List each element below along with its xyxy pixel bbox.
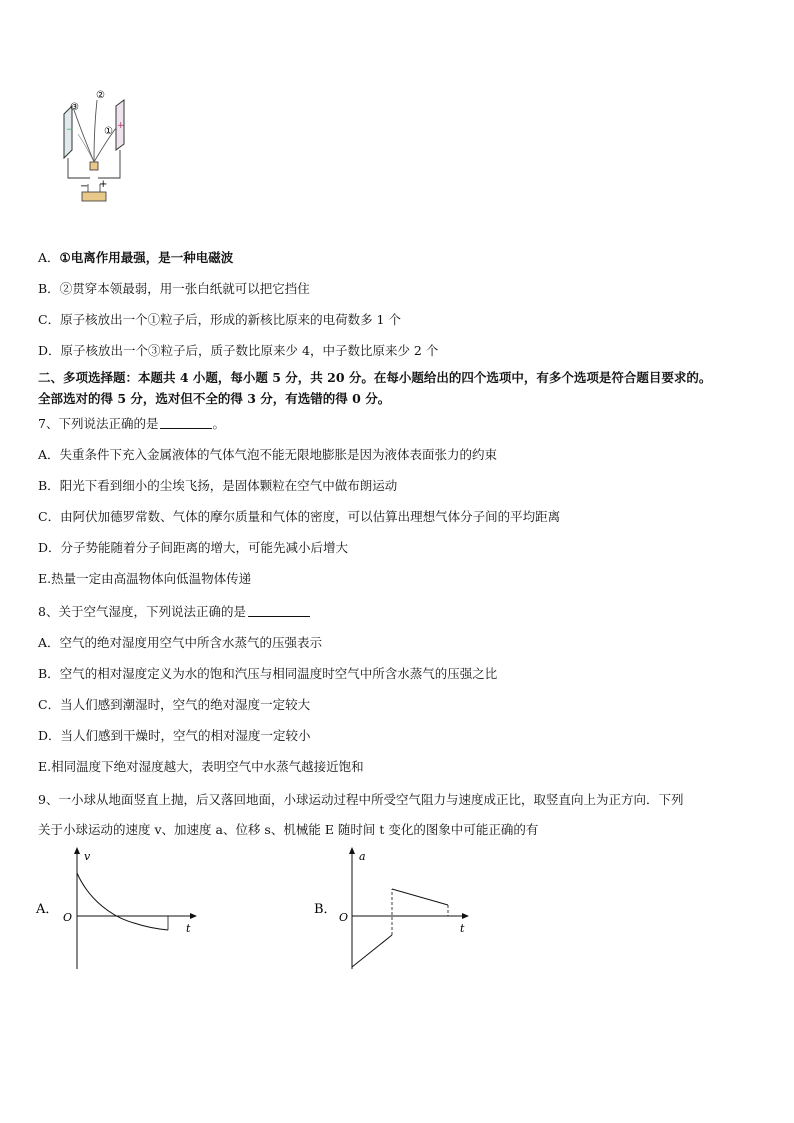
graph-a-option-label: A． xyxy=(36,902,59,917)
battery-minus-sign: − xyxy=(80,181,89,192)
section2-heading-line2: 全部选对的得 5 分，选对但不全的得 3 分，有选错的得 0 分。 xyxy=(38,391,391,406)
ray-label-2: ② xyxy=(96,90,105,101)
q8-option-c: C．当人们感到潮湿时，空气的绝对湿度一定较大 xyxy=(38,697,311,712)
q7-option-b: B．阳光下看到细小的尘埃飞扬，是固体颗粒在空气中做布朗运动 xyxy=(38,478,398,493)
graph-a-y-axis-label: v xyxy=(84,850,91,863)
graph-a-curve xyxy=(77,873,168,930)
graph-a-velocity-time xyxy=(34,845,204,973)
q9-stem-line2: 关于小球运动的速度 v、加速度 a、位移 s、机械能 E 随时间 t 变化的图象中可能正确的有 xyxy=(38,822,539,837)
radiation-deflection-figure xyxy=(52,88,142,206)
q6-option-c: C．原子核放出一个①粒子后，形成的新核比原来的电荷数多 1 个 xyxy=(38,312,401,327)
q7-stem: 7、下列说法正确的是 。 xyxy=(38,416,225,431)
q8-answer-blank xyxy=(248,604,310,617)
q7-option-d: D．分子势能随着分子间距离的增大，可能先减小后增大 xyxy=(38,540,349,555)
q7-option-a: A．失重条件下充入金属液体的气体气泡不能无限地膨胀是因为液体表面张力的约束 xyxy=(38,447,498,462)
ray-label-1: ① xyxy=(104,126,113,137)
q8-option-e: E.相同温度下绝对湿度越大，表明空气中水蒸气越接近饱和 xyxy=(38,759,364,774)
graph-b-segment-2 xyxy=(392,889,448,905)
plus-plate-sign: + xyxy=(117,121,125,131)
graph-b-origin-label: O xyxy=(339,911,349,924)
q8-option-b: B．空气的相对湿度定义为水的饱和汽压与相同温度时空气中所含水蒸气的压强之比 xyxy=(38,666,498,681)
q6-option-d: D．原子核放出一个③粒子后，质子数比原来少 4，中子数比原来少 2 个 xyxy=(38,343,439,358)
q8-option-d: D．当人们感到干燥时，空气的相对湿度一定较小 xyxy=(38,728,311,743)
graph-b-segment-1 xyxy=(352,935,392,967)
q7-option-e: E.热量一定由高温物体向低温物体传递 xyxy=(38,571,252,586)
battery-plus-sign: + xyxy=(99,179,108,190)
q7-option-c: C．由阿伏加德罗常数、气体的摩尔质量和气体的密度，可以估算出理想气体分子间的平均距离 xyxy=(38,509,561,524)
q6-option-a: A．①电离作用最强，是一种电磁波 xyxy=(38,250,234,265)
graph-b-acceleration-time xyxy=(312,845,482,973)
graph-a-x-axis-label: t xyxy=(186,922,191,935)
graph-b-y-axis-label: a xyxy=(359,850,366,863)
graph-b-option-label: B． xyxy=(314,902,337,917)
minus-plate-sign: − xyxy=(66,125,74,135)
section2-heading-line1: 二、多项选择题：本题共 4 小题，每小题 5 分，共 20 分。在每小题给出的四个选项中，有多个选项是符合题目要求的。 xyxy=(38,370,712,385)
q8-option-a: A．空气的绝对湿度用空气中所含水蒸气的压强表示 xyxy=(38,635,323,650)
graph-b-x-axis-label: t xyxy=(460,922,465,935)
ray-label-3: ③ xyxy=(70,102,79,113)
graph-a-origin-label: O xyxy=(63,911,73,924)
q9-stem-line1: 9、一小球从地面竖直上抛，后又落回地面，小球运动过程中所受空气阻力与速度成正比，取竖直向上为正方向．下列 xyxy=(38,792,684,807)
q8-stem: 8、关于空气湿度，下列说法正确的是 xyxy=(38,604,310,620)
q7-answer-blank xyxy=(160,416,212,429)
q6-option-b: B．②贯穿本领最弱，用一张白纸就可以把它挡住 xyxy=(38,281,310,296)
